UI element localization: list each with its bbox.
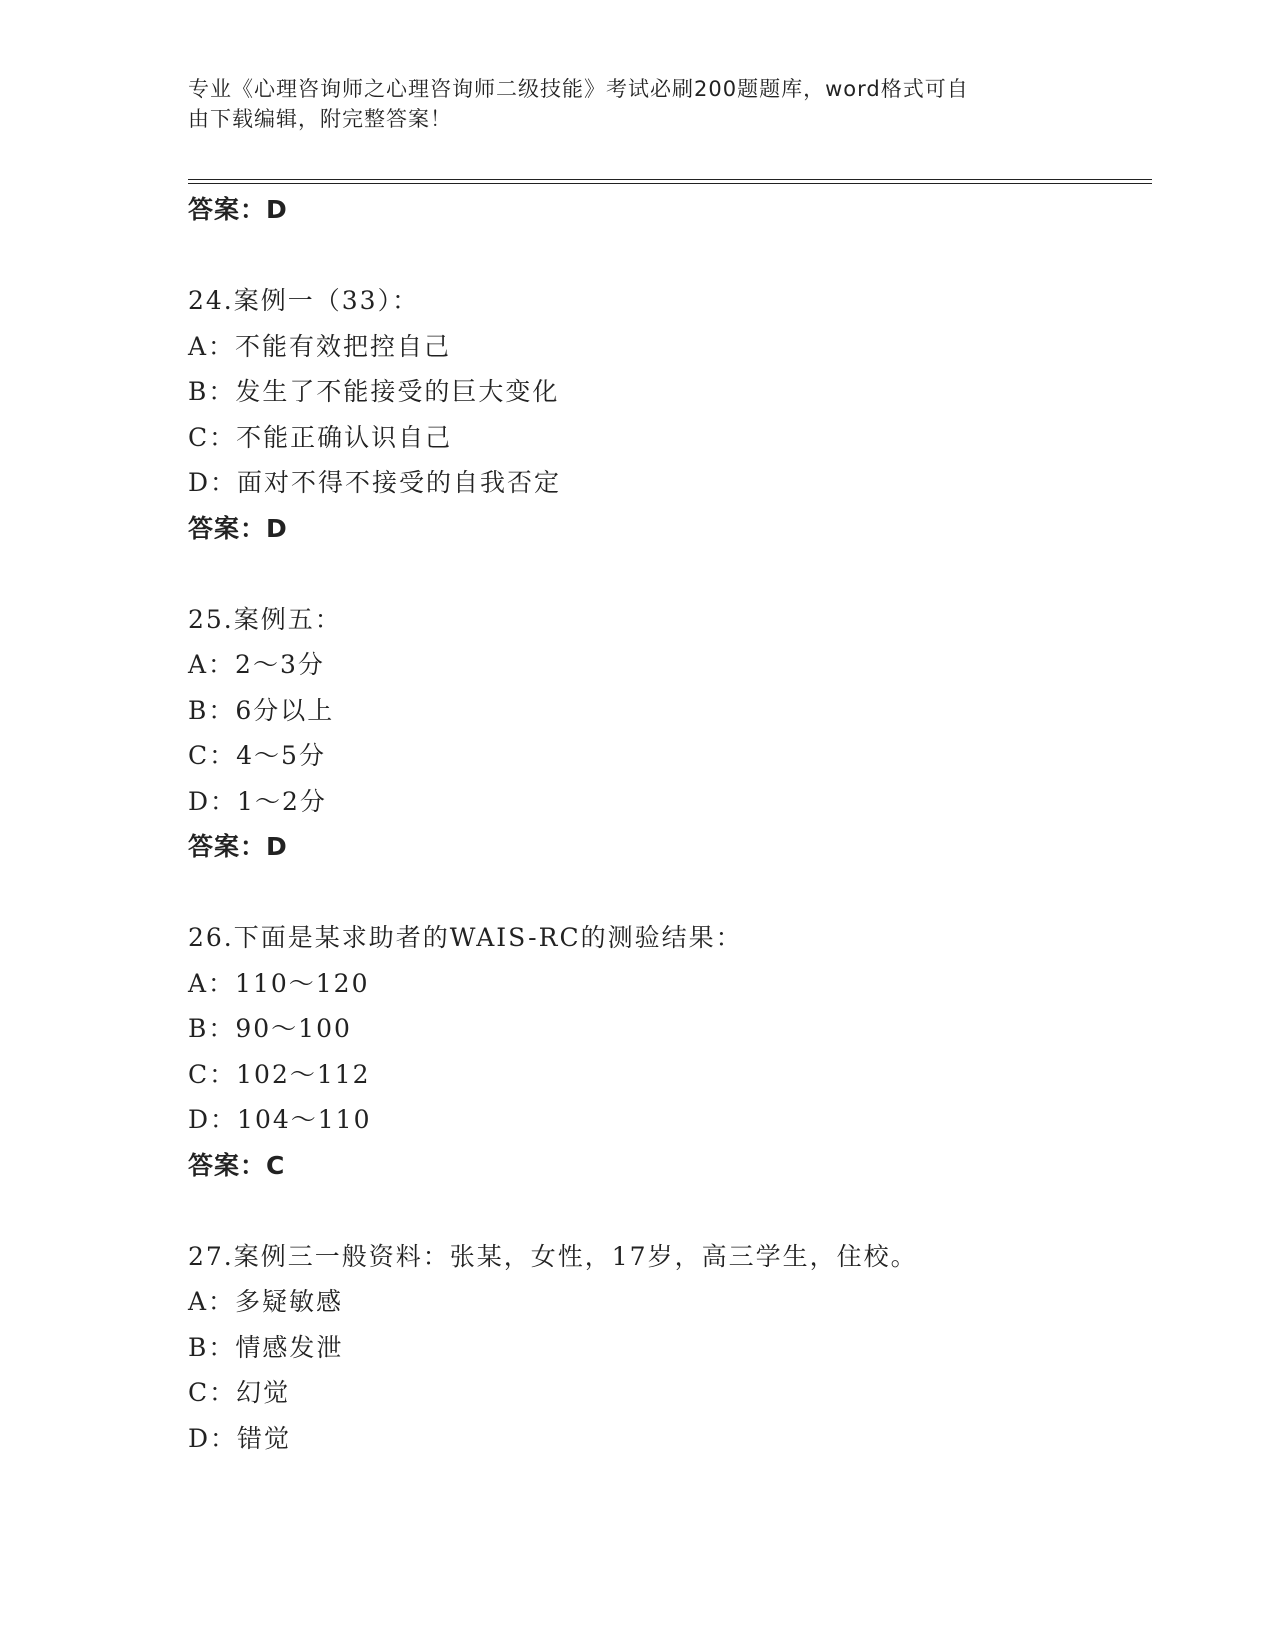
question-stem: 24.案例一（33）： — [188, 286, 420, 315]
question-list — [188, 187, 1152, 1461]
option-d: D：104～110 — [188, 1105, 372, 1134]
header-divider-bottom — [188, 183, 1152, 184]
option-a: A：多疑敏感 — [188, 1287, 344, 1316]
question-block-24 — [188, 278, 1152, 551]
header-line-2: 由下载编辑，附完整答案！ — [188, 107, 452, 131]
question-stem: 27.案例三一般资料：张某，女性，17岁，高三学生，住校。 — [188, 1241, 918, 1271]
option-c: C：不能正确认识自己 — [188, 422, 453, 452]
question-block-25 — [188, 597, 1152, 870]
header-divider-top — [188, 179, 1152, 180]
question-block-27 — [188, 1234, 1152, 1462]
option-c: C：4～5分 — [188, 741, 326, 770]
option-c: C：102～112 — [188, 1059, 371, 1089]
option-b: B：情感发泄 — [188, 1332, 344, 1362]
answer-line: 答案：C — [188, 1150, 286, 1180]
answer-line: 答案：D — [188, 513, 288, 543]
header-line-1: 专业《心理咨询师之心理咨询师二级技能》考试必刷200题题库，word格式可自 — [188, 77, 969, 101]
question-block-26 — [188, 915, 1152, 1188]
option-a: A：2～3分 — [188, 650, 325, 679]
option-c: C：幻觉 — [188, 1378, 291, 1407]
spacer — [188, 1188, 1152, 1234]
answer-line: 答案：D — [188, 832, 288, 861]
spacer — [188, 870, 1152, 916]
spacer — [188, 233, 1152, 279]
option-d: D：1～2分 — [188, 786, 327, 816]
option-b: B：发生了不能接受的巨大变化 — [188, 377, 560, 406]
option-a: A：不能有效把控自己 — [188, 331, 452, 361]
question-stem: 26.下面是某求助者的WAIS-RC的测验结果： — [188, 923, 743, 952]
document-header — [188, 74, 1078, 134]
spacer — [188, 551, 1152, 597]
option-b: B：6分以上 — [188, 695, 335, 725]
answer-line: 答案：D — [188, 195, 288, 224]
option-a: A：110～120 — [188, 968, 370, 998]
option-b: B：90～100 — [188, 1014, 352, 1043]
option-d: D：面对不得不接受的自我否定 — [188, 468, 562, 497]
question-stem: 25.案例五： — [188, 604, 342, 634]
option-d: D：错觉 — [188, 1423, 292, 1453]
